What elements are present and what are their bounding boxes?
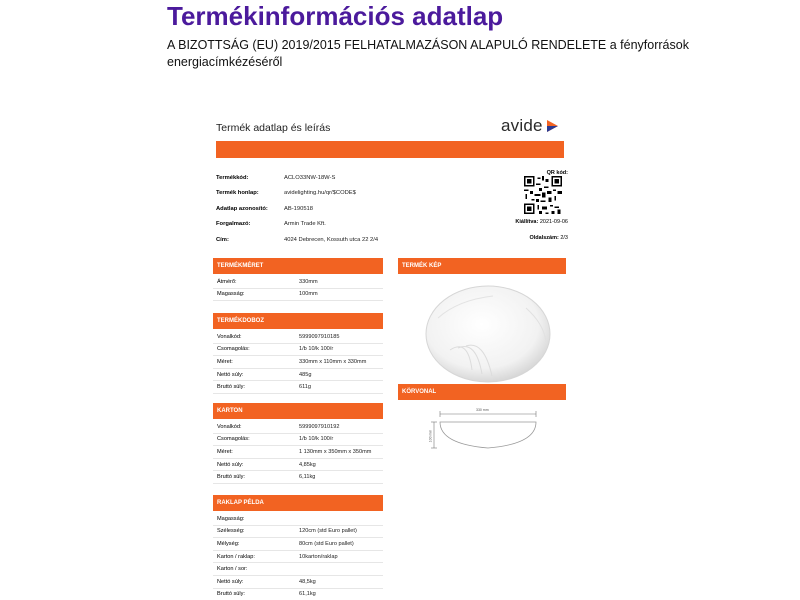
row-value: 80cm (std Euro pallet) — [299, 540, 354, 547]
row-label: Átmérő: — [217, 278, 237, 285]
qr-code-icon — [524, 176, 562, 214]
table-row — [213, 538, 383, 551]
row-label: Bruttó súly: — [217, 591, 245, 598]
row-label: Nettó súly: — [217, 578, 244, 585]
table-row — [213, 331, 383, 344]
info-value: Armin Trade Kft. — [284, 221, 326, 228]
info-value: ACLO33NW-18W-S — [284, 174, 336, 181]
row-label: Mélység: — [217, 540, 240, 547]
outline-height-label: 100 mm — [428, 429, 433, 443]
table-termekmeret — [213, 276, 383, 301]
row-label: Szélesség: — [217, 528, 245, 535]
table-row — [213, 459, 383, 472]
info-value: AB-190518 — [284, 205, 314, 212]
header-accent-bar — [216, 141, 564, 158]
page-number-label: Oldalszám: — [529, 235, 559, 241]
table-row — [213, 446, 383, 459]
row-value: 1/b 10/k 100/r — [299, 436, 334, 443]
product-info — [216, 170, 476, 248]
row-label: Vonalkód: — [217, 423, 242, 430]
row-value: 330mm — [299, 278, 318, 285]
row-label: Csomagolás: — [217, 346, 250, 353]
row-label: Bruttó súly: — [217, 474, 245, 481]
page-subtitle: A BIZOTTSÁG (EU) 2019/2015 FELHATALMAZÁSON ALAPULÓ RENDELETE a fényforrások energiacímkézéséről — [167, 38, 689, 69]
table-row — [213, 276, 383, 289]
info-label: Termékkód: — [216, 174, 249, 181]
info-label: Forgalmazó: — [216, 221, 251, 228]
qr-label: QR kód: — [546, 170, 568, 176]
row-value: 4,85kg — [299, 461, 316, 468]
table-raklap — [213, 513, 383, 600]
row-value: 485g — [299, 371, 312, 378]
row-label: Bruttó súly: — [217, 384, 245, 391]
product-url-link[interactable]: avidelighting.hu/qr/$CODE$ — [284, 190, 356, 197]
row-value: 100mm — [299, 291, 318, 298]
section-header-korvonal: KÖRVONAL — [398, 384, 566, 400]
info-row — [216, 232, 476, 248]
table-row — [213, 369, 383, 382]
row-label: Nettó súly: — [217, 461, 244, 468]
row-label: Magasság: — [217, 291, 245, 298]
row-value: 5999097910185 — [299, 333, 340, 340]
info-label: Adatlap azonosító: — [216, 205, 268, 212]
logo-text: avide — [501, 116, 543, 135]
table-row — [213, 289, 383, 302]
sheet-header-title: Termék adatlap és leírás — [216, 122, 331, 134]
row-value: 6,11kg — [299, 474, 316, 481]
row-label: Karton / sor: — [217, 566, 248, 573]
info-label: Termék honlap: — [216, 190, 259, 197]
info-row — [216, 217, 476, 233]
row-value: 611g — [299, 384, 312, 391]
outline-drawing — [398, 404, 580, 464]
table-row — [213, 563, 383, 576]
row-value: 61,1kg — [299, 591, 316, 598]
row-value: 330mm x 110mm x 330mm — [299, 358, 367, 365]
info-row — [216, 201, 476, 217]
row-value: 10karton/raklap — [299, 553, 338, 560]
table-row — [213, 381, 383, 394]
info-row — [216, 186, 476, 202]
table-termekdoboz — [213, 331, 383, 394]
row-label: Vonalkód: — [217, 333, 242, 340]
table-karton — [213, 421, 383, 484]
section-header-raklap: RAKLAP PÉLDA — [213, 495, 383, 511]
section-header-karton: KARTON — [213, 403, 383, 419]
row-label: Méret: — [217, 358, 233, 365]
table-row — [213, 589, 383, 600]
table-row — [213, 356, 383, 369]
issued-label: Kiállítva: — [515, 219, 539, 225]
table-row — [213, 471, 383, 484]
table-row — [213, 434, 383, 447]
row-value: 1 130mm x 350mm x 350mm — [299, 448, 372, 455]
info-label: Cím: — [216, 236, 229, 243]
qr-meta — [488, 218, 568, 242]
section-header-termekmeret: TERMÉKMÉRET — [213, 258, 383, 274]
issued-date: 2021-09-06 — [539, 219, 568, 225]
info-row — [216, 170, 476, 186]
row-label: Magasság: — [217, 515, 245, 522]
product-image — [398, 278, 580, 390]
logo-play-icon — [545, 119, 559, 133]
table-row — [213, 344, 383, 357]
page-title: Termékinformációs adatlap — [167, 1, 504, 31]
section-header-termekdoboz: TERMÉKDOBOZ — [213, 313, 383, 329]
row-value: 120cm (std Euro pallet) — [299, 528, 357, 535]
row-label: Méret: — [217, 448, 233, 455]
row-value: 48,5kg — [299, 578, 316, 585]
row-label: Nettó súly: — [217, 371, 244, 378]
page-number: 2/3 — [560, 235, 568, 241]
row-value: 5999097910192 — [299, 423, 340, 430]
table-row — [213, 421, 383, 434]
table-row — [213, 576, 383, 589]
section-header-termek-kep: TERMÉK KÉP — [398, 258, 566, 274]
row-label: Csomagolás: — [217, 436, 250, 443]
avide-logo — [501, 115, 559, 137]
table-row — [213, 513, 383, 526]
row-value: 1/b 10/k 100/r — [299, 346, 334, 353]
info-value: 4024 Debrecen, Kossuth utca 22 2/4 — [284, 236, 379, 243]
qr-block — [510, 170, 568, 241]
outline-width-label: 330 mm — [476, 408, 489, 412]
table-row — [213, 526, 383, 539]
row-label: Karton / raklap: — [217, 553, 255, 560]
table-row — [213, 551, 383, 564]
product-datasheet — [212, 108, 578, 600]
